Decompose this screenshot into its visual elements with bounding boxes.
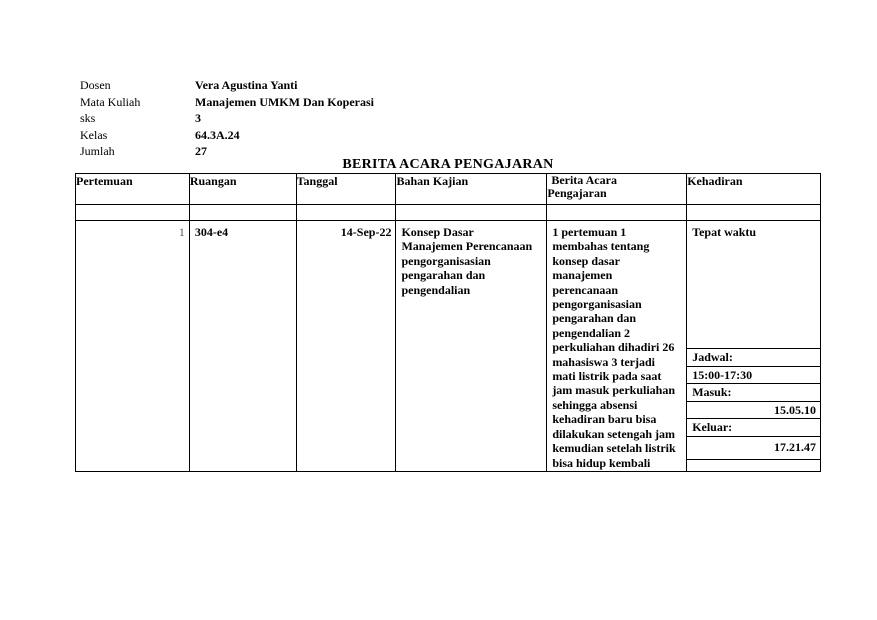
pertemuan-number: 1 [178,225,185,239]
info-label: Jumlah [80,144,115,158]
berita-line: mahasiswa 3 terjadi [552,354,655,369]
berita-line: membahas tentang [552,239,650,254]
lecture-info [80,77,374,160]
berita-line: perkuliahan dihadiri 26 [552,340,675,355]
attendance-status: Tepat waktu [692,225,757,239]
berita-line: kehadiran baru bisa [552,412,657,427]
header-ruangan: Ruangan [189,174,296,205]
bahan-line: pengarahan dan [401,268,486,283]
berita-line: dilakukan setengah jam [552,426,676,441]
info-row-dosen [80,77,374,94]
spacer-row [76,205,821,221]
berita-line: kemudian setelah listrik [552,441,676,456]
table-row [76,221,821,472]
info-label: Dosen [80,78,111,92]
info-row-kelas [80,127,374,144]
bahan-line: Manajemen Perencanaan [401,239,533,254]
table-header-row [76,174,821,205]
bahan-line: Konsep Dasar [401,225,474,239]
header-berita-line1: Berita Acara [551,173,617,187]
header-pertemuan: Pertemuan [76,174,190,205]
berita-acara-text [547,221,686,471]
info-value: 27 [195,144,207,158]
berita-line: sehingga absensi [552,397,638,412]
info-label: Kelas [80,127,108,142]
teaching-report-table [75,173,821,472]
berita-line: pengorganisasian [552,297,642,312]
room-value: 304-e4 [194,225,229,239]
masuk-label: Masuk: [687,383,820,401]
date-value: 14-Sep-22 [340,225,392,239]
info-label: Mata Kuliah [80,94,141,109]
document-title: BERITA ACARA PENGAJARAN [342,157,554,172]
keluar-value: 17.21.47 [687,436,820,460]
berita-line: pengarahan dan [552,311,637,326]
jadwal-label: Jadwal: [687,348,820,366]
berita-line: manajemen [552,268,613,283]
info-value: 3 [195,111,201,125]
info-row-sks [80,110,374,127]
header-tanggal: Tanggal [296,174,396,205]
bahan-kajian-text [396,221,546,297]
info-value: 64.3A.24 [195,127,240,142]
berita-line: pengendalian 2 [552,325,631,340]
berita-line: bisa hidup kembali [552,455,651,470]
bahan-line: pengorganisasian [401,253,491,268]
jadwal-value: 15:00-17:30 [687,366,820,384]
info-row-mata-kuliah [80,94,374,111]
header-berita-line2: Pengajaran [547,186,607,200]
masuk-value: 15.05.10 [687,401,820,419]
info-value: Manajemen UMKM Dan Koperasi [195,94,374,109]
header-bahan-kajian: Bahan Kajian [396,174,547,205]
header-kehadiran: Kehadiran [687,174,821,205]
keluar-label: Keluar: [687,418,820,436]
berita-line: mati listrik pada saat [552,369,662,384]
bahan-line: pengendalian [401,282,471,297]
berita-line: konsep dasar [552,253,620,268]
info-label: sks [80,111,96,125]
berita-line: jam masuk perkuliahan [552,383,676,398]
header-berita-acara [547,174,687,205]
berita-line: perencanaan [552,282,619,297]
berita-line: 1 pertemuan 1 [552,225,627,239]
info-value: Vera Agustina Yanti [195,78,298,92]
kehadiran-cell [687,221,820,471]
